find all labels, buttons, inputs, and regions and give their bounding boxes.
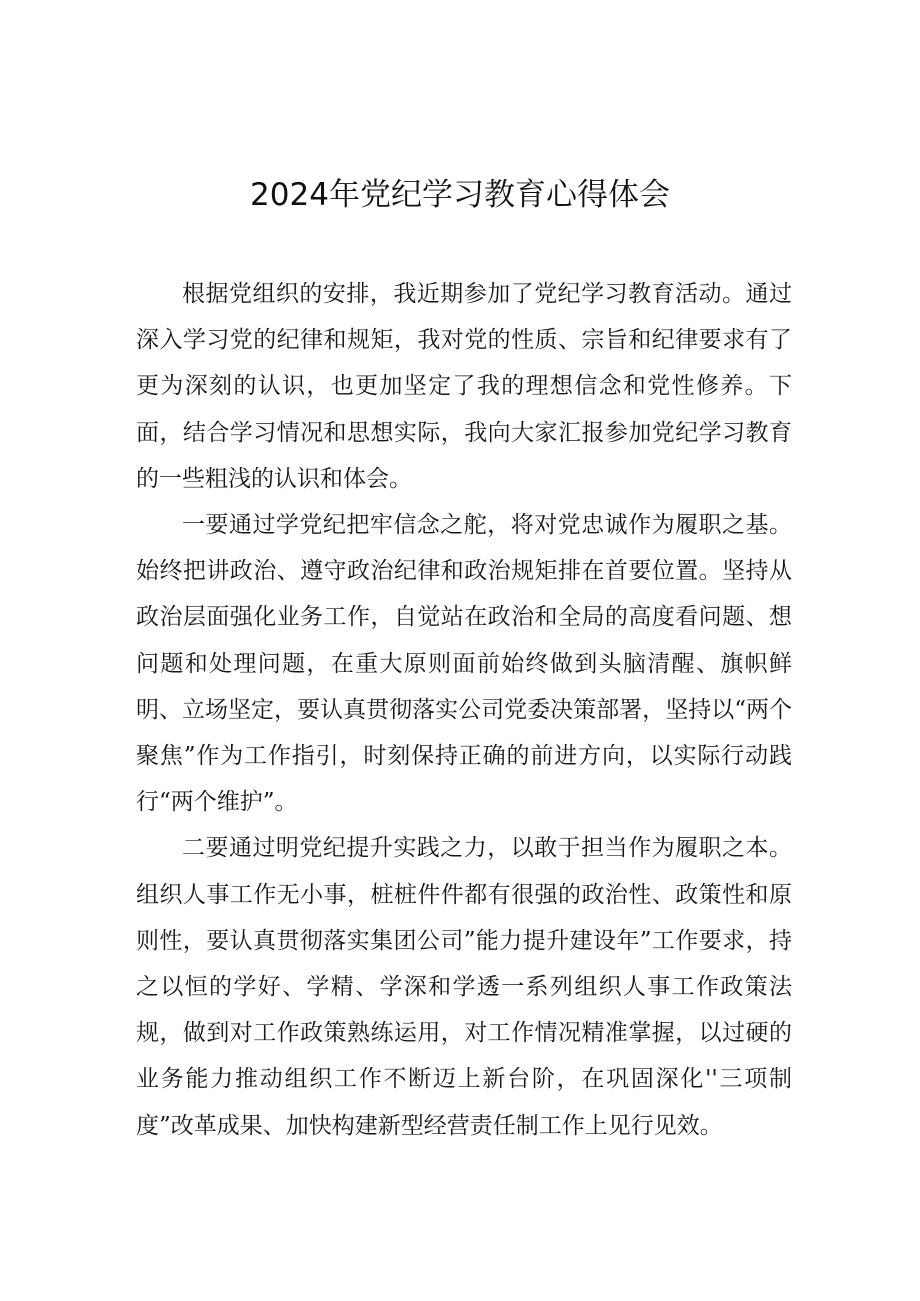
- document-title: 2024年党纪学习教育心得体会: [250, 177, 670, 213]
- paragraph-point-two: 二要通过明党纪提升实践之力，以敢于担当作为履职之本。组织人事工作无小事，桩桩件件都有很强的政治性、政策性和原则性，要认真贯彻落实集团公司”能力提升建设年”工作要求，持之以恒的学好、学精、学深和学透一系列组织人事工作政策法规，做到对工作政策熟练运用，对工作情况精准掌握，以过硬的业务能力推动组织工作不断迈上新台阶，在巩固深化''三项制度”改革成果、加快构建新型经营责任制工作上见行见效。: [136, 835, 792, 1139]
- paragraph-intro: 根据党组织的安排，我近期参加了党纪学习教育活动。通过深入学习党的纪律和规矩，我对党的性质、宗旨和纪律要求有了更为深刻的认识，也更加坚定了我的理想信念和党性修养。下面，结合学习情况和思想实际，我向大家汇报参加党纪学习教育的一些粗浅的认识和体会。: [136, 281, 792, 492]
- paragraph-point-one: 一要通过学党纪把牢信念之舵，将对党忠诚作为履职之基。始终把讲政治、遵守政治纪律和政治规矩排在首要位置。坚持从政治层面强化业务工作，自觉站在政治和全局的高度看问题、想问题和处理问题，在重大原则面前始终做到头脑清醒、旗帜鲜明、立场坚定，要认真贯彻落实公司党委决策部署，坚持以“两个聚焦”作为工作指引，时刻保持正确的前进方向，以实际行动践行“两个维护”。: [136, 512, 792, 816]
- document-body: [136, 271, 792, 1149]
